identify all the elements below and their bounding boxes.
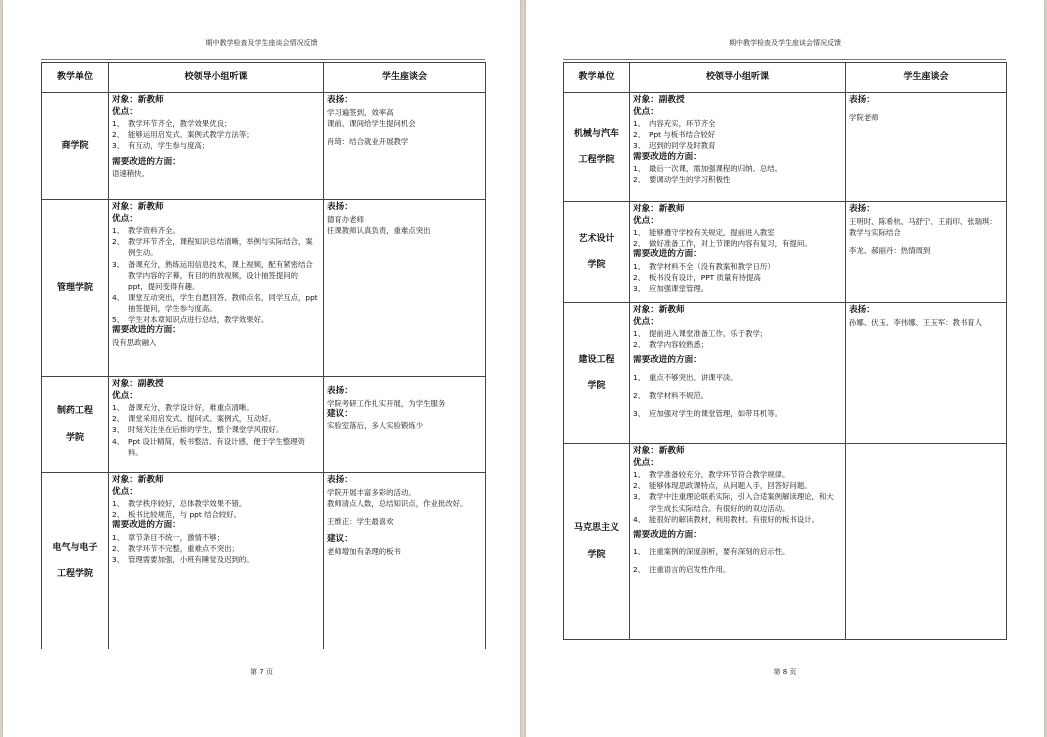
spacer: [633, 401, 841, 408]
list-item: [112, 259, 319, 292]
list-text: Ppt 与板书结合较好: [649, 130, 716, 140]
section-label: 优点：: [112, 213, 138, 224]
list-text: 应加强对学生的课堂管理，如带耳机等。: [649, 409, 783, 419]
text-line: 学院开展丰富多彩的活动。: [327, 487, 416, 497]
section-label: 优点：: [112, 486, 138, 497]
page-number: 第 7 页: [250, 668, 273, 676]
document-page-7: [3, 0, 520, 737]
list-text: 教学准备较充分，教学环节符合教学规律。: [649, 470, 790, 480]
list-item: [112, 236, 319, 258]
forum-cell: [846, 202, 1007, 303]
list-text: 教学环节不完整，重难点不突出；: [128, 544, 239, 554]
list-text: 重点不够突出、讲课平淡。: [649, 373, 738, 382]
list-number: 2、: [633, 481, 646, 491]
section-label: 优点：: [633, 215, 659, 226]
text-line: 老师增加有条理的板书: [327, 546, 401, 556]
section-label: 表扬：: [849, 95, 875, 105]
list-item: [633, 408, 841, 419]
table-row: [42, 93, 486, 200]
text-line: 学习遍签到，效率高: [327, 107, 394, 117]
list-text: 能很好的解读教材，利用教材。有很好的板书设计。: [649, 514, 819, 524]
spacer: [327, 379, 481, 386]
list-text: 提前进入课堂准备工作，乐于教学；: [649, 329, 768, 339]
text-line: 学院老师: [849, 112, 879, 122]
unit-cell: [564, 93, 630, 202]
section-label: 优点：: [633, 316, 659, 327]
text-line: 任课教师认真负责，重难点突出: [327, 225, 431, 235]
spacer: [327, 129, 481, 136]
section-label: 表扬：: [849, 204, 875, 214]
spacer: [849, 238, 1002, 245]
list-item: [633, 118, 841, 129]
running-header: 期中教学检查及学生座谈会情况反馈: [729, 39, 841, 47]
list-number: 2、: [633, 273, 646, 283]
forum-cell: [846, 93, 1007, 202]
page-number: 第 8 页: [773, 668, 797, 676]
list-item: [112, 424, 319, 435]
section-label: 优点：: [112, 390, 138, 401]
list-item: [633, 174, 841, 185]
list-text: 教学秩序较好，总体教学效果不错。: [128, 499, 247, 509]
text-line: 李龙、郝丽丹：热情周到: [849, 245, 931, 255]
unit-name-line: 管理学院: [56, 282, 93, 293]
unit-name-line: 学院: [65, 432, 84, 443]
section-label: 建议：: [327, 408, 353, 419]
unit-cell: [564, 303, 630, 444]
text-line: 没有思政融入: [112, 337, 157, 347]
spacer: [633, 383, 841, 390]
list-number: 2、: [633, 175, 646, 185]
feedback-table: [563, 62, 1007, 640]
audit-cell: [630, 303, 846, 444]
unit-name-line: 建设工程: [578, 354, 615, 365]
list-number: 3、: [112, 259, 125, 269]
list-number: 1、: [112, 499, 125, 509]
section-label: 对象：副教授: [112, 379, 164, 389]
list-text: 教学环节齐全，课程知识总结清晰，举例与实际结合，案例生动。: [128, 237, 313, 258]
list-number: 3、: [633, 492, 646, 502]
list-item: [112, 225, 319, 236]
table-row: [564, 93, 1007, 202]
list-text: 教学环节齐全，教学效果优良；: [128, 119, 232, 129]
list-item: [633, 514, 841, 525]
list-number: 2、: [633, 130, 646, 140]
list-item: [633, 129, 841, 140]
list-item: [112, 509, 319, 520]
list-text: 注重语言的启发性作用。: [649, 565, 731, 575]
audit-cell: [630, 202, 846, 303]
column-header-audit: 校领导小组听课: [630, 63, 846, 93]
list-item: [112, 140, 319, 151]
header-rule: [41, 59, 485, 60]
unit-name-line: 工程学院: [578, 155, 615, 165]
list-text: 注重案例的深度剖析，要有深刻的启示性。: [649, 547, 790, 557]
section-label: 对象：新教师: [112, 475, 164, 485]
list-item: [633, 390, 841, 401]
section-label: 需要改进的方面：: [112, 156, 181, 167]
list-item: [112, 314, 319, 325]
list-number: 1、: [633, 329, 646, 339]
unit-name-line: 机械与汽车: [573, 128, 619, 139]
section-label: 需要改进的方面：: [633, 355, 702, 366]
list-item: [633, 261, 841, 272]
audit-cell: [630, 444, 846, 640]
list-number: 1、: [633, 547, 646, 557]
list-item: [633, 227, 841, 238]
feedback-table: [41, 62, 486, 649]
list-number: 1、: [112, 226, 125, 236]
list-number: 2、: [112, 130, 125, 140]
table-row: [564, 444, 1007, 640]
section-label: 需要改进的方面：: [633, 151, 702, 162]
list-text: 学生对本章知识点进行总结，教学效果好。: [128, 315, 269, 325]
section-label: 需要改进的方面：: [112, 325, 181, 336]
table-row: [564, 202, 1007, 303]
unit-name-line: 电气与电子: [52, 542, 98, 553]
unit-cell: [42, 473, 109, 649]
column-header-unit: 教学单位: [42, 63, 109, 93]
list-item: [633, 283, 841, 294]
unit-name-line: 工程学院: [56, 568, 93, 579]
list-item: [633, 140, 841, 151]
list-item: [633, 238, 841, 249]
list-text: 内容充实，环节齐全: [649, 119, 716, 129]
section-label: 对象：新教师: [633, 204, 685, 214]
section-label: 需要改进的方面：: [633, 249, 702, 260]
list-item: [112, 129, 319, 140]
list-number: 1、: [633, 228, 646, 238]
unit-cell: [42, 377, 109, 473]
spacer: [327, 527, 481, 534]
text-line: 教师清点人数，总结知识点，作业批改好。: [327, 498, 468, 508]
list-text: 备课充分，熟练运用信息技术，课上视频，配有紧密结合教学内容的字幕，有目的的放视频，设计抽签提问的 ppt，提问变得有趣。: [128, 259, 313, 291]
column-header-forum: 学生座谈会: [324, 63, 486, 93]
column-header-audit: 校领导小组听课: [109, 63, 324, 93]
section-label: 优点：: [633, 106, 659, 117]
header-rule: [563, 59, 1006, 60]
list-item: [112, 436, 319, 458]
list-number: 3、: [633, 141, 646, 151]
list-item: [112, 532, 319, 543]
list-number: 5、: [112, 315, 125, 325]
list-text: 教学内容较熟悉；: [649, 340, 709, 350]
text-line: 孙娜、伏玉、李伟娜、王玉军：教书育人: [849, 317, 983, 327]
list-item: [633, 372, 841, 383]
list-item: [633, 272, 841, 283]
list-text: 教学中注重理论联系实际，引入合适案例解读理论，和大学生成长实际结合。有很好的的双边活动。: [649, 492, 834, 513]
section-label: 表扬：: [849, 305, 875, 315]
list-number: 2、: [112, 414, 125, 424]
document-page-8: [526, 0, 1044, 737]
spacer: [633, 557, 841, 564]
list-number: 1、: [112, 533, 125, 542]
list-text: 章节条目不统一，激情不够；: [128, 533, 225, 542]
list-text: 课堂互动突出，学生自愿回答、教师点名，同学互点，ppt 抽签提问，学生参与度高。: [128, 292, 318, 313]
list-item: [633, 328, 841, 339]
list-number: 1、: [633, 164, 646, 174]
list-text: 教学材料不全（没有教案和教学日历）: [649, 262, 775, 271]
list-item: [112, 402, 319, 413]
section-label: 表扬：: [327, 475, 353, 485]
list-number: 2、: [633, 239, 646, 249]
unit-cell: [42, 93, 109, 200]
list-number: 3、: [112, 425, 125, 435]
list-text: 能够运用启发式、案例式教学方法等；: [128, 130, 254, 140]
list-number: 2、: [112, 237, 125, 247]
list-item: [112, 413, 319, 424]
list-item: [112, 118, 319, 129]
section-label: 优点：: [112, 106, 138, 117]
list-text: 最后一次课，需加强课程的归纳、总结。: [649, 164, 783, 174]
list-text: 迟到的同学及时教育: [649, 141, 716, 151]
section-label: 表扬：: [327, 95, 353, 105]
list-text: 能够体现思政课特点，从问题入手，回答好问题。: [649, 481, 812, 491]
text-line: 语速稍快。: [112, 169, 149, 179]
list-number: 1、: [112, 403, 125, 413]
list-item: [112, 543, 319, 554]
audit-cell: [109, 473, 324, 649]
section-label: 优点：: [633, 457, 659, 468]
unit-name-line: 学院: [587, 381, 606, 391]
section-label: 表扬：: [327, 202, 353, 212]
column-header-forum: 学生座谈会: [846, 63, 1007, 93]
list-text: 时刻关注坐在后排的学生，整个课堂学风很好。: [128, 425, 284, 435]
section-label: 对象：新教师: [633, 446, 685, 456]
list-item: [633, 163, 841, 174]
list-number: 4、: [112, 436, 125, 446]
list-text: 做好准备工作，对上节课的内容有复习，有提问。: [649, 239, 812, 249]
list-item: [633, 480, 841, 491]
list-item: [112, 292, 319, 314]
list-text: 板书没有设计，PPT 质量有待提高: [649, 273, 761, 283]
list-text: 课堂采用启发式、提问式、案例式，互动好。: [128, 414, 276, 424]
forum-cell: [846, 303, 1007, 444]
list-number: 1、: [112, 119, 125, 129]
list-number: 3、: [112, 555, 125, 565]
spacer: [327, 509, 481, 516]
forum-cell: [324, 473, 486, 649]
table-row: [564, 303, 1007, 444]
list-text: 教学材料不规范。: [649, 391, 709, 401]
list-text: 应加强课堂管理。: [649, 284, 709, 294]
list-number: 2、: [112, 510, 125, 520]
list-item: [633, 564, 841, 575]
list-item: [112, 498, 319, 509]
section-label: 需要改进的方面：: [633, 529, 702, 540]
section-label: 建议：: [327, 533, 353, 544]
list-number: 1、: [633, 470, 646, 480]
list-text: 有互动，学生参与度高；: [128, 141, 210, 151]
list-item: [633, 491, 841, 513]
list-text: 能够遵守学校有关规定，提前进入教室: [649, 228, 775, 238]
section-label: 对象：新教师: [633, 305, 685, 315]
text-line: 课前、课间给学生提问机会: [327, 118, 416, 128]
running-header: 期中教学检查及学生座谈会情况反馈: [205, 39, 318, 47]
text-line: 实验室落后，多人实验锻炼少: [327, 421, 424, 431]
list-item: [633, 339, 841, 350]
list-text: 板书比较规范，与 ppt 结合较好。: [128, 510, 242, 520]
list-number: 4、: [633, 514, 646, 524]
list-number: 2、: [633, 565, 646, 575]
list-item: [633, 469, 841, 480]
table-row: [42, 473, 486, 649]
text-line: 王维正：学生最喜欢: [327, 516, 394, 526]
list-item: [112, 554, 319, 565]
unit-name-line: 马克思主义: [573, 523, 619, 534]
list-text: 教学资料齐全。: [128, 226, 180, 236]
text-line: 学院考研工作扎实开展，为学生服务: [327, 398, 446, 408]
list-number: 2、: [633, 340, 646, 350]
list-number: 3、: [112, 141, 125, 151]
section-label: 表扬：: [327, 386, 353, 396]
list-number: 2、: [633, 391, 646, 401]
list-text: 管理需要加强，小班有睡觉及迟到的。: [128, 555, 254, 565]
list-item: [633, 546, 841, 557]
text-line: 肖琦：结合就业开展教学: [327, 136, 409, 146]
audit-cell: [109, 200, 324, 377]
list-text: 要调动学生的学习积极性: [649, 175, 731, 185]
list-number: 1、: [633, 119, 646, 129]
unit-name-line: 学院: [587, 260, 606, 270]
column-header-unit: 教学单位: [564, 63, 630, 93]
section-label: 对象：新教师: [112, 202, 164, 212]
list-number: 3、: [633, 284, 646, 294]
table-header-row: [564, 63, 1007, 93]
table-header-row: [42, 63, 486, 93]
list-number: 3、: [633, 409, 646, 419]
unit-cell: [564, 202, 630, 303]
list-text: 备课充分，教学设计好，难重点清晰。: [128, 403, 254, 413]
forum-cell: [324, 377, 486, 473]
unit-name-line: 商学院: [61, 140, 89, 151]
audit-cell: [109, 93, 324, 200]
list-number: 1、: [633, 262, 646, 271]
unit-cell: [42, 200, 109, 377]
section-label: 需要改进的方面：: [112, 520, 181, 531]
table-row: [42, 200, 486, 377]
section-label: 对象：新教师: [112, 95, 164, 105]
forum-cell: [324, 200, 486, 377]
section-label: 对象：副教授: [633, 95, 685, 105]
list-number: 4、: [112, 292, 125, 302]
forum-cell: [846, 444, 1007, 640]
list-number: 2、: [112, 544, 125, 554]
text-line: 王明时、陈希杭、马舒宁、王雨印、张瑞琪：教学与实际结合: [849, 216, 997, 237]
list-text: Ppt 设计精简，板书整洁、有设计感，便于学生整理资料。: [128, 436, 305, 457]
list-number: 1、: [633, 373, 646, 382]
unit-name-line: 制药工程: [56, 406, 93, 417]
unit-cell: [564, 444, 630, 640]
forum-cell: [324, 93, 486, 200]
audit-cell: [109, 377, 324, 473]
audit-cell: [630, 93, 846, 202]
table-row: [42, 377, 486, 473]
text-line: 德育办老师: [327, 214, 364, 224]
unit-name-line: 艺术设计: [578, 233, 615, 244]
unit-name-line: 学院: [587, 549, 606, 560]
